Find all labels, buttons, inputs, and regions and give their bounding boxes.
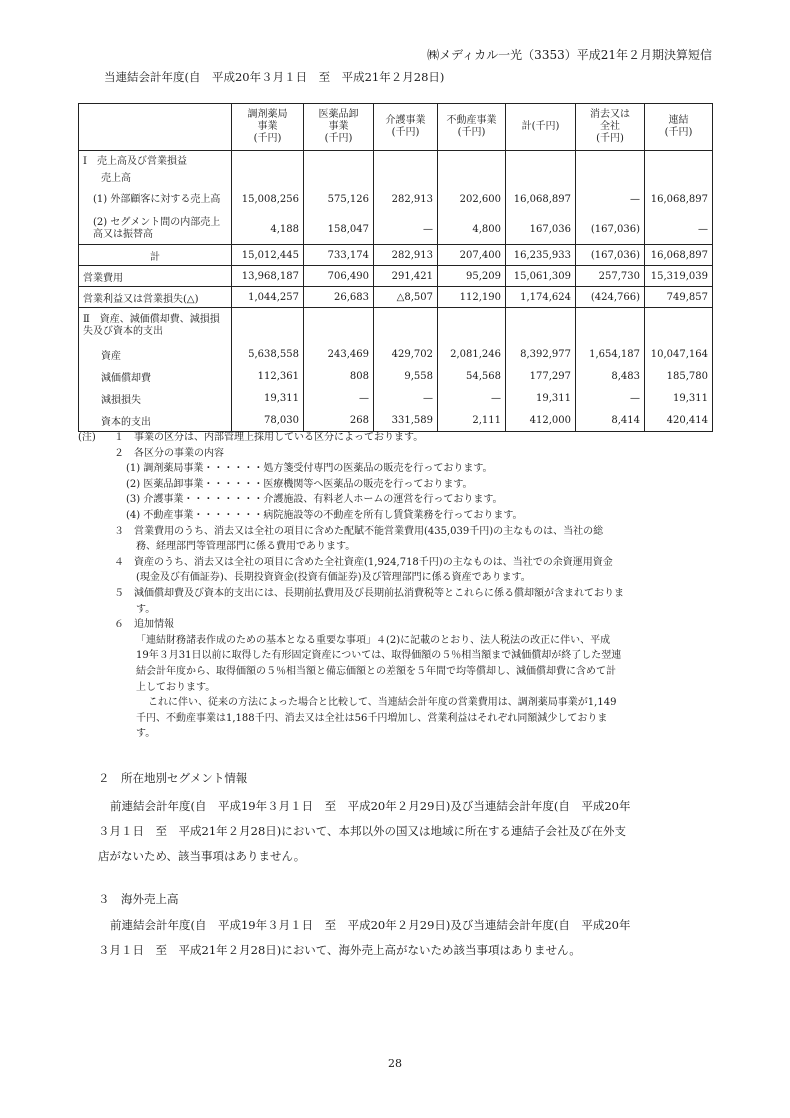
col-header: 連結 (千円) (645, 104, 713, 151)
row-label: Ⅱ 資産、減価償却費、減損損失及び資本的支出 (79, 308, 232, 344)
table-cell: 412,000 (506, 410, 576, 432)
table-cell: 282,913 (374, 245, 438, 266)
para-line: 前連結会計年度(自 平成19年３月１日 至 平成20年２月29日)及び当連結会計年度(自 平成20年 (110, 799, 631, 813)
table-cell: 95,209 (438, 266, 506, 287)
table-row (79, 151, 713, 168)
table-cell: 282,913 (374, 185, 438, 215)
col-header: 調剤薬局 事業 (千円) (232, 104, 304, 151)
table-cell: 9,558 (374, 366, 438, 388)
note-text: (4) 不動産事業・・・・・・・病院施設等の不動産を所有し賃貸業務を行っております。 (126, 509, 523, 521)
table-cell: — (374, 388, 438, 410)
table-cell: — (374, 215, 438, 245)
table-cell: 268 (304, 410, 374, 432)
table-cell: 5,638,558 (232, 344, 304, 366)
note-text: 千円、不動産事業は1,188千円、消去又は全社は56千円増加し、営業利益はそれぞれ同額減少しておりま (136, 712, 608, 724)
table-cell: — (576, 185, 645, 215)
row-label: (2) セグメント間の内部売上高又は振替高 (79, 215, 232, 245)
note-text: (2) 医薬品卸事業・・・・・・医療機関等へ医薬品の販売を行っております。 (126, 478, 473, 490)
row-label: 売上高 (79, 168, 232, 185)
table-cell: 207,400 (438, 245, 506, 266)
col-header: 医薬品卸 事業 (千円) (304, 104, 374, 151)
row-label: 減価償却費 (79, 366, 232, 388)
table-cell: 8,483 (576, 366, 645, 388)
col-header: 介護事業 (千円) (374, 104, 438, 151)
table-cell: 1,044,257 (232, 287, 304, 308)
table-row (79, 308, 713, 344)
note-text: 上しております。 (136, 681, 216, 693)
note-text: ２ 各区分の事業の内容 (114, 447, 224, 459)
table-cell: 1,654,187 (576, 344, 645, 366)
note-text: 結会計年度から、取得価額の５％相当額と備忘価額との差額を５年間で均等償却し、減価償却費に含めて計 (136, 665, 616, 677)
table-cell: 19,311 (506, 388, 576, 410)
table-cell: 158,047 (304, 215, 374, 245)
table-row (79, 266, 713, 287)
table-cell: 185,780 (645, 366, 713, 388)
note-text: 務、経理部門等管理部門に係る費用であります。 (136, 541, 356, 553)
table-header-row (79, 104, 713, 151)
table-cell: 429,702 (374, 344, 438, 366)
note-text: 「連結財務諸表作成のための基本となる重要な事項」４(2)に記載のとおり、法人税法の改正に伴い、平成 (136, 634, 611, 646)
table-cell: 13,968,187 (232, 266, 304, 287)
table-cell: △8,507 (374, 287, 438, 308)
table-cell: 4,188 (232, 215, 304, 245)
period-title: 当連結会計年度(自 平成20年３月１日 至 平成21年２月28日) (104, 70, 445, 84)
para-line: 店がないため、該当事項はありません。 (98, 849, 306, 863)
row-label: 計 (79, 245, 232, 266)
note-text: す。 (136, 728, 156, 740)
note-text: ３ 営業費用のうち、消去又は全社の項目に含めた配賦不能営業費用(435,039千円)の主なものは、当社の総 (114, 525, 604, 537)
table-row (79, 287, 713, 308)
para-line: ３月１日 至 平成21年２月28日)において、本邦以外の国又は地域に所在する連結子会社及び在外支 (98, 824, 627, 838)
table-cell: — (438, 388, 506, 410)
col-header: 消去又は 全社 (千円) (576, 104, 645, 151)
table-cell: 177,297 (506, 366, 576, 388)
col-header: 計(千円) (506, 104, 576, 151)
table-cell: 26,683 (304, 287, 374, 308)
table-cell: (424,766) (576, 287, 645, 308)
table-cell: 202,600 (438, 185, 506, 215)
table-cell: 291,421 (374, 266, 438, 287)
table-cell: 575,126 (304, 185, 374, 215)
note-text: (3) 介護事業・・・・・・・・介護施設、有料老人ホームの運営を行っております。 (126, 494, 503, 506)
row-label: 資本的支出 (79, 410, 232, 432)
table-cell: 78,030 (232, 410, 304, 432)
table-cell: 15,061,309 (506, 266, 576, 287)
table-cell: 2,081,246 (438, 344, 506, 366)
table-cell: 10,047,164 (645, 344, 713, 366)
table-cell: 4,800 (438, 215, 506, 245)
table-cell: — (645, 215, 713, 245)
table-cell: 16,068,897 (645, 185, 713, 215)
section2-body (98, 794, 718, 869)
table-cell: 16,235,933 (506, 245, 576, 266)
row-label: Ⅰ 売上高及び営業損益 (79, 151, 232, 168)
table-cell: 15,319,039 (645, 266, 713, 287)
row-label: 減損損失 (79, 388, 232, 410)
table-row (79, 344, 713, 366)
note-text: (1) 調剤薬局事業・・・・・・処方箋受付専門の医薬品の販売を行っております。 (126, 463, 493, 475)
table-cell: 167,036 (506, 215, 576, 245)
section3-body (98, 913, 718, 963)
notes (78, 430, 718, 742)
table-row (79, 366, 713, 388)
table-cell: 733,174 (304, 245, 374, 266)
para-line: 前連結会計年度(自 平成19年３月１日 至 平成20年２月29日)及び当連結会計年度(自 平成20年 (110, 918, 631, 932)
table-cell: 706,490 (304, 266, 374, 287)
note-text: １ 事業の区分は、内部管理上採用している区分によっております。 (114, 432, 424, 443)
note-text: ４ 資産のうち、消去又は全社の項目に含めた全社資産(1,924,718千円)の主なものは、当社での余資運用資金 (114, 556, 613, 568)
table-row (79, 410, 713, 432)
table-row (79, 168, 713, 185)
table-cell: 19,311 (645, 388, 713, 410)
table-cell: 8,392,977 (506, 344, 576, 366)
table-cell: 16,068,897 (645, 245, 713, 266)
table-cell: 19,311 (232, 388, 304, 410)
table-row (79, 245, 713, 266)
row-label: 資産 (79, 344, 232, 366)
table-cell: 749,857 (645, 287, 713, 308)
note-text: 19年３月31日以前に取得した有形固定資産については、取得価額の５％相当額まで減価償却が終了した翌連 (136, 650, 622, 662)
header-blank (79, 104, 232, 151)
segment-table (78, 103, 713, 432)
note-text: (現金及び有価証券)、長期投資資金(投資有価証券)及び管理部門に係る資産であります。 (136, 572, 531, 584)
company-header: ㈱メディカル一光（3353）平成21年２月期決算短信 (427, 48, 712, 62)
table-cell: 15,008,256 (232, 185, 304, 215)
para-line: ３月１日 至 平成21年２月28日)において、海外売上高がないため該当事項はありません。 (98, 943, 581, 957)
note-text: これに伴い、従来の方法によった場合と比較して、当連結会計年度の営業費用は、調剤薬局事業が1,149 (148, 697, 617, 709)
note-text: す。 (136, 603, 156, 615)
row-label: (1) 外部顧客に対する売上高 (79, 185, 232, 215)
page-number: 28 (388, 1057, 402, 1070)
table-cell: 257,730 (576, 266, 645, 287)
table-cell: 112,361 (232, 366, 304, 388)
table-cell: 54,568 (438, 366, 506, 388)
table-cell: 112,190 (438, 287, 506, 308)
table-cell: 2,111 (438, 410, 506, 432)
table-cell: 331,589 (374, 410, 438, 432)
table-row (79, 215, 713, 245)
notes-head: (注) (78, 432, 96, 443)
table-row (79, 388, 713, 410)
table-cell: 420,414 (645, 410, 713, 432)
table-cell: (167,036) (576, 245, 645, 266)
table-cell: 15,012,445 (232, 245, 304, 266)
table-cell: 808 (304, 366, 374, 388)
row-label: 営業費用 (79, 266, 232, 287)
table-cell: — (576, 388, 645, 410)
table-cell: 16,068,897 (506, 185, 576, 215)
col-header: 不動産事業 (千円) (438, 104, 506, 151)
table-cell: — (304, 388, 374, 410)
table-cell: 1,174,624 (506, 287, 576, 308)
note-text: ６ 追加情報 (114, 619, 174, 631)
note-text: ５ 減価償却費及び資本的支出には、長期前払費用及び長期前払消費税等とこれらに係る償却額が含まれておりま (114, 587, 624, 599)
section3-title: ３ 海外売上高 (98, 892, 179, 906)
row-label: 営業利益又は営業損失(△) (79, 287, 232, 308)
section2-title: ２ 所在地別セグメント情報 (98, 771, 248, 785)
table-cell: 8,414 (576, 410, 645, 432)
table-cell: (167,036) (576, 215, 645, 245)
table-cell: 243,469 (304, 344, 374, 366)
table-row (79, 185, 713, 215)
